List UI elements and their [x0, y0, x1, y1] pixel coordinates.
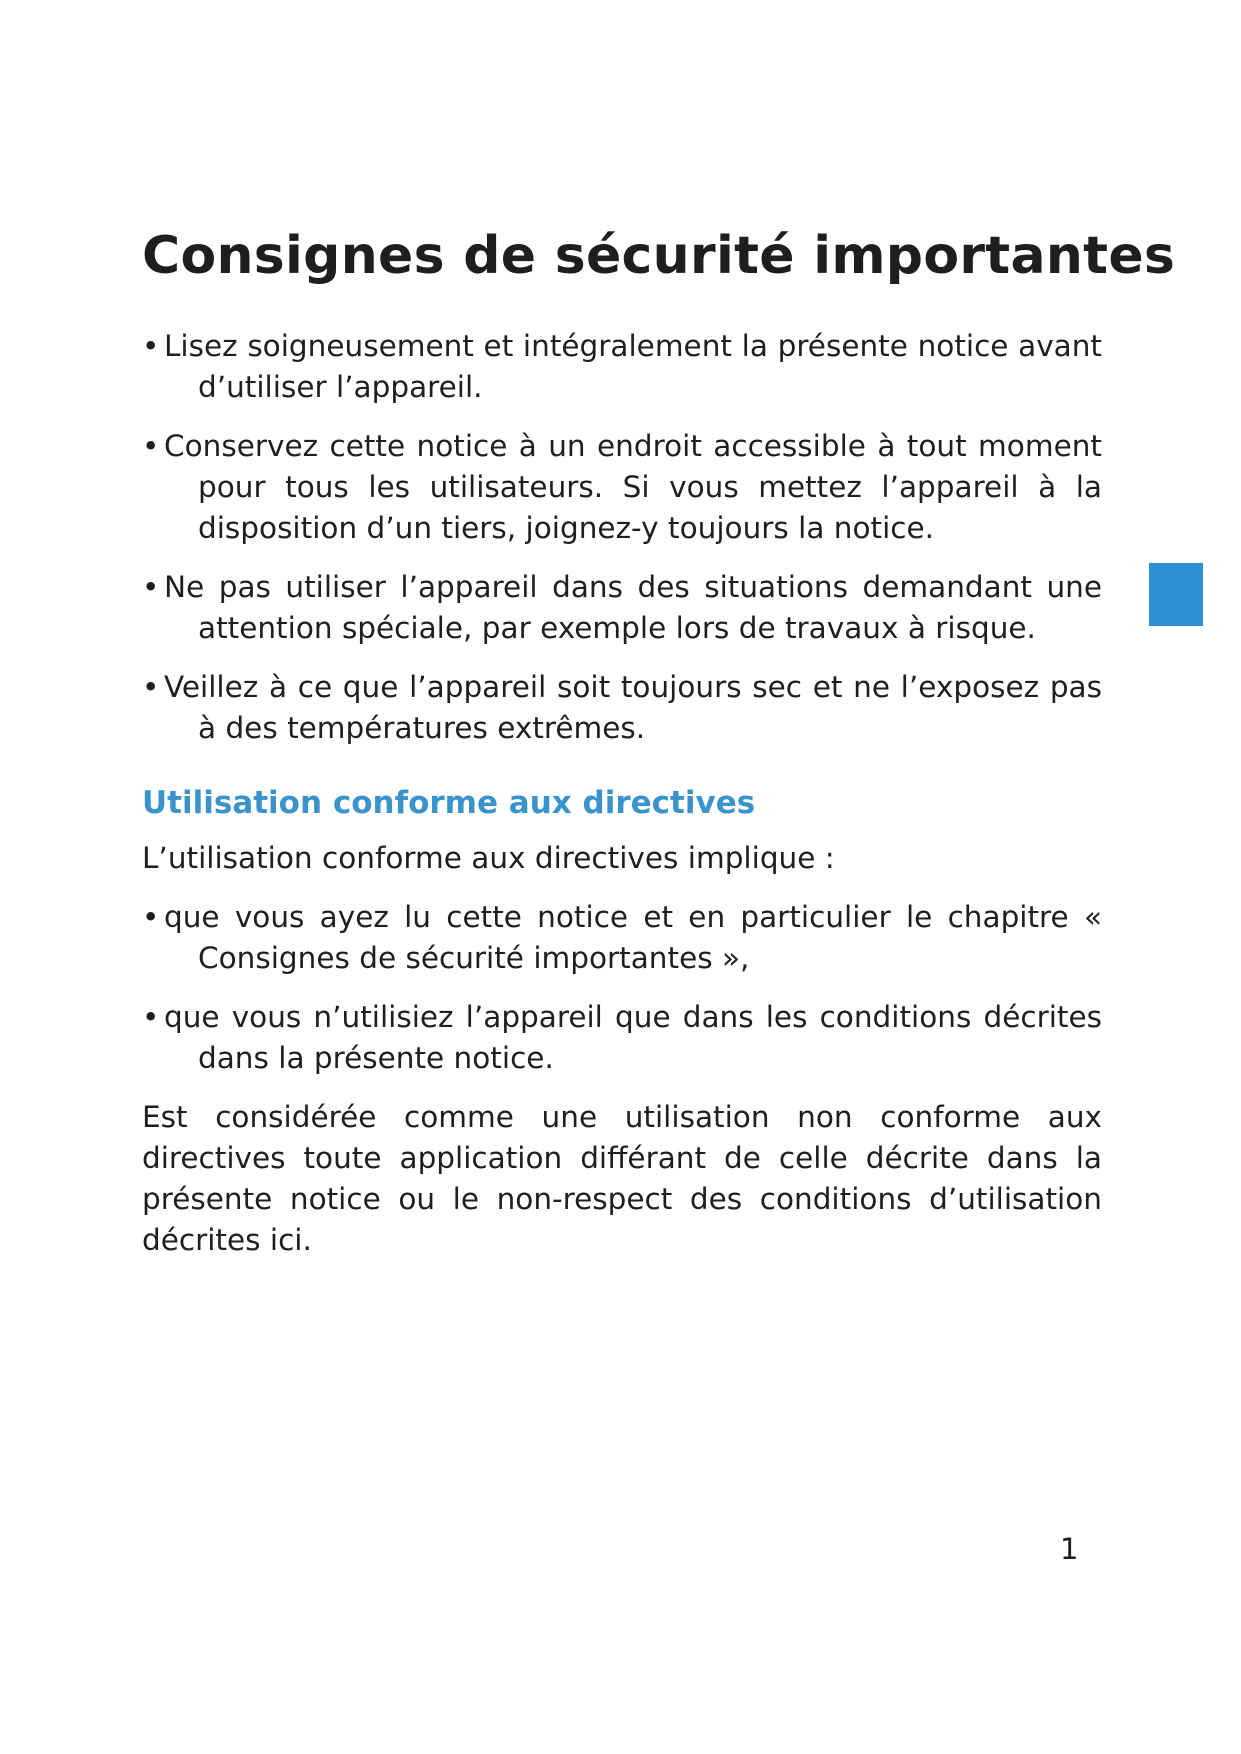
list-item: [142, 997, 1102, 1079]
list-item-text: Ne pas utiliser l’appareil dans des situations demandant une attention spéciale, par exemple lors de travaux à risque.: [164, 570, 1102, 645]
list-item-text: Veillez à ce que l’appareil soit toujours sec et ne l’exposez pas à des températures extrêmes.: [164, 670, 1102, 745]
section-intro: L’utilisation conforme aux directives implique :: [142, 841, 835, 875]
list-item: [142, 897, 1102, 979]
list-item: [142, 326, 1102, 408]
safety-bullet-list: [142, 326, 1102, 749]
chapter-tab-marker: [1149, 563, 1203, 626]
list-item-text: Lisez soigneusement et intégralement la présente notice avant d’utiliser l’appareil.: [164, 329, 1102, 404]
list-item-text: que vous ayez lu cette notice et en particulier le chapitre « Consignes de sécurité importantes »,: [164, 900, 1102, 975]
content-body: [142, 326, 1102, 1279]
list-item: [142, 426, 1102, 549]
bullet-marker: •: [142, 670, 160, 704]
section-heading: Utilisation conforme aux directives: [142, 785, 756, 821]
bullet-marker: •: [142, 570, 160, 604]
list-item-text: que vous n’utilisiez l’appareil que dans les conditions décrites dans la présente notice.: [164, 1000, 1102, 1075]
list-item: [142, 567, 1102, 649]
list-item: [142, 667, 1102, 749]
bullet-marker: •: [142, 900, 160, 934]
usage-bullet-list: [142, 897, 1102, 1079]
page-title: Consignes de sécurité importantes: [142, 226, 1176, 286]
closing-paragraph: Est considérée comme une utilisation non conforme aux directives toute application différant de celle décrite dans la présente notice ou le non-respect des conditions d’utilisation décrites ici.: [142, 1100, 1102, 1257]
list-item-text: Conservez cette notice à un endroit accessible à tout moment pour tous les utilisateurs. Si vous mettez l’appareil à la disposition d’un tiers, joignez-y toujours la notice.: [164, 429, 1102, 545]
page-number: 1: [1060, 1532, 1079, 1566]
bullet-marker: •: [142, 429, 160, 463]
bullet-marker: •: [142, 1000, 160, 1034]
bullet-marker: •: [142, 329, 160, 363]
